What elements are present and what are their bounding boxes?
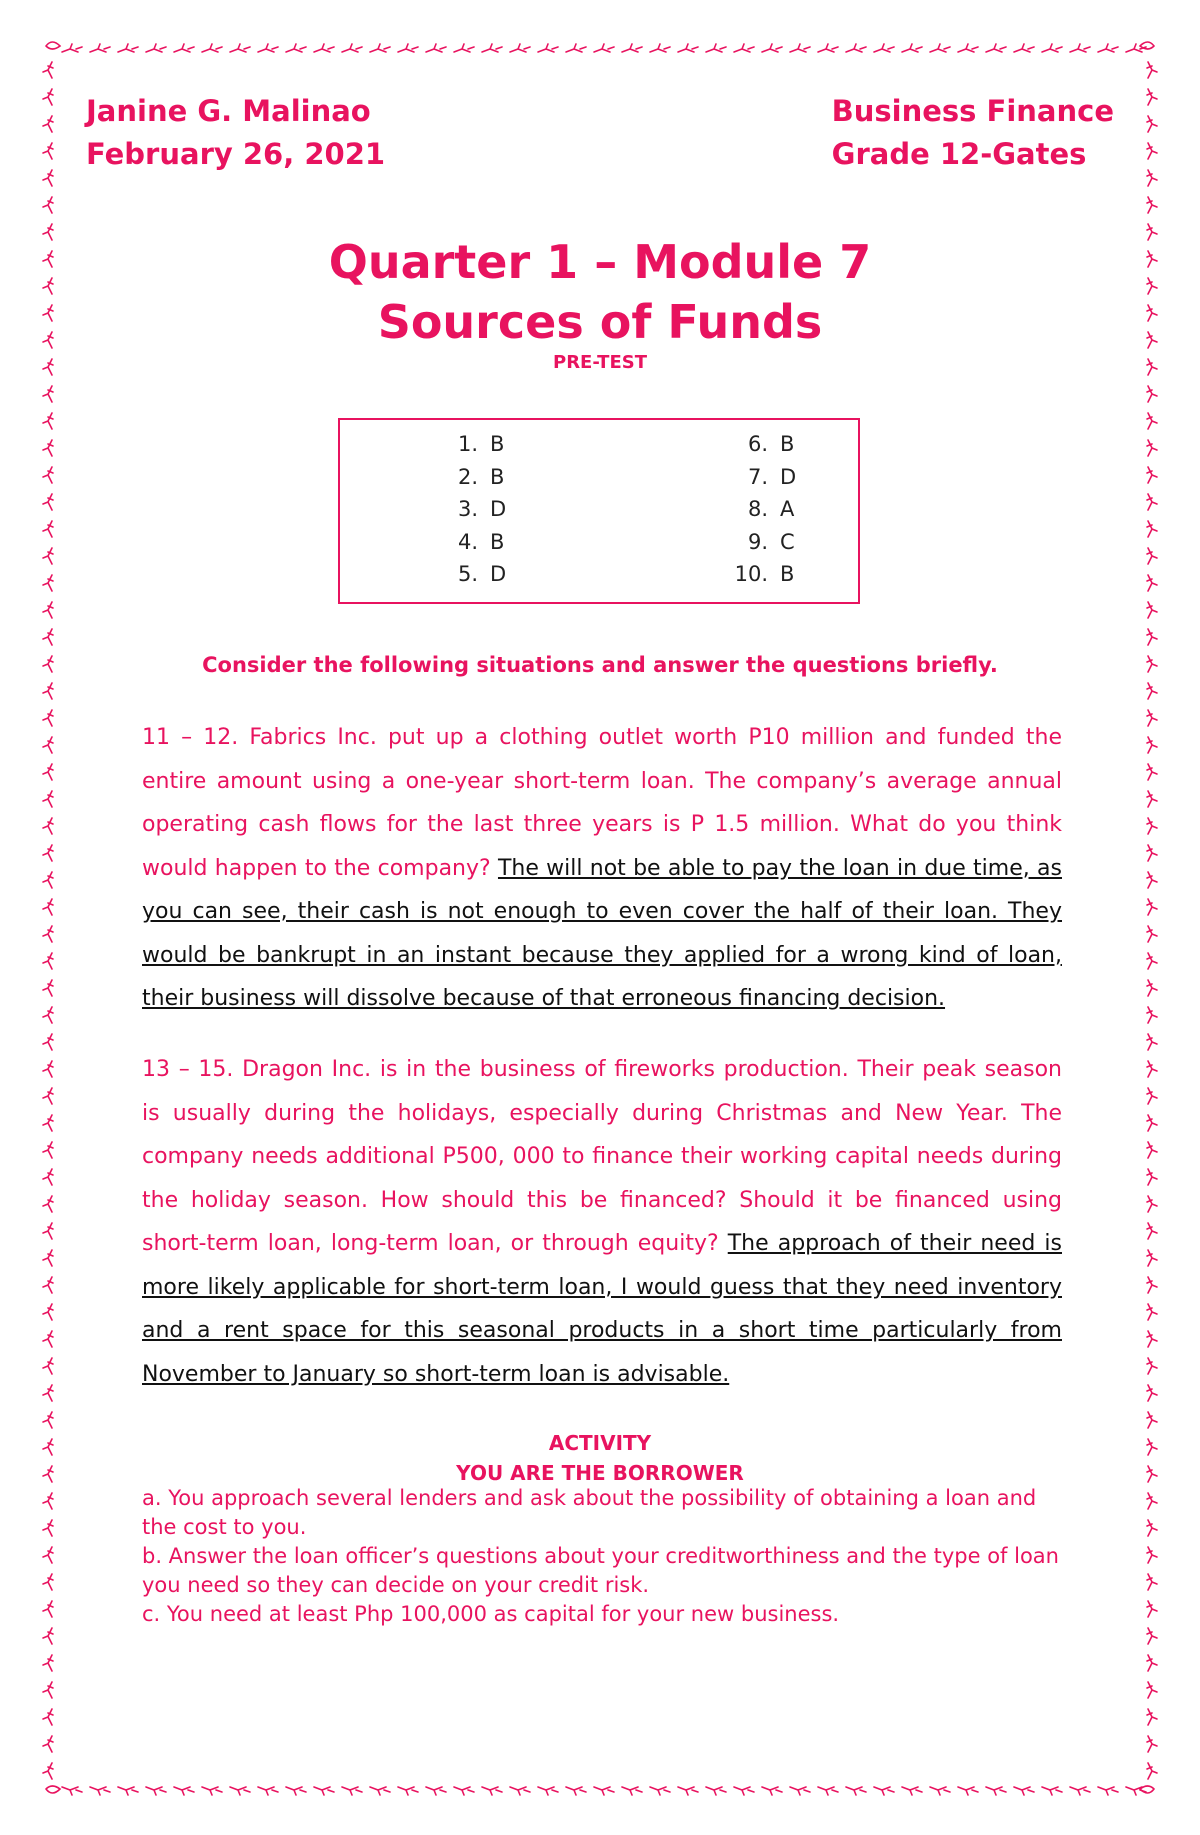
answer-letter: B [490, 464, 505, 489]
answer-item [440, 428, 506, 461]
answer-number: 4. [457, 529, 478, 554]
answer-letter: A [780, 497, 795, 521]
title-line-2: Sources of Funds [377, 295, 823, 349]
situation-13-15 [142, 1048, 1062, 1396]
title-line-1: Quarter 1 – Module 7 [328, 235, 872, 289]
answer-letter: B [780, 432, 795, 456]
answer-column-right [730, 428, 796, 591]
student-info [86, 90, 385, 176]
activity-item-a: a. You approach several lenders and ask about the possibility of obtaining a loan and the cost to you. [142, 1486, 1037, 1539]
answer-item [730, 461, 796, 494]
situation-11-12 [142, 716, 1062, 1021]
answer-number: 10. [734, 562, 768, 586]
answer-number: 2. [457, 464, 478, 489]
answer-letter: C [780, 529, 795, 554]
answer-letter: B [490, 432, 505, 456]
answer-letter: D [490, 497, 507, 521]
answer-item [730, 526, 796, 559]
answer-letter: B [780, 562, 795, 586]
subject-name: Business Finance [831, 94, 1114, 128]
activity-heading [0, 1428, 1200, 1488]
instruction-text: Consider the following situations and answer the questions briefly. [202, 653, 998, 677]
answer-item [730, 428, 796, 461]
page-title [0, 232, 1200, 352]
answer-item [440, 558, 506, 591]
activity-subtitle: YOU ARE THE BORROWER [456, 1461, 744, 1485]
answer-item [730, 493, 796, 526]
answer-item [730, 558, 796, 591]
answer-number: 1. [457, 432, 478, 456]
pretest-answer-box [338, 418, 860, 604]
situation-answer: The will not be able to pay the loan in due time, as you can see, their cash is not enough to even cover the half of their loan. They would be bankrupt in an instant because they applied for a wrong kind of loan, their business will dissolve because of that erroneous financing decision. [142, 855, 1062, 1011]
situation-answer: The approach of their need is more likely applicable for short-term loan, I would guess that they need inventory and a rent space for this seasonal products in a short time particularly from November to January so short-term loan is advisable. [142, 1231, 1062, 1387]
answer-item [440, 461, 506, 494]
answer-number: 6. [747, 432, 768, 456]
activity-item-c: c. You need at least Php 100,000 as capital for your new business. [142, 1602, 840, 1626]
answer-number: 9. [747, 529, 768, 554]
answer-number: 8. [747, 497, 768, 521]
activity-title: ACTIVITY [548, 1431, 652, 1455]
student-name: Janine G. Malinao [86, 94, 371, 128]
situation-question: 13 – 15. Dragon Inc. is in the business of fireworks production. Their peak season is usually during the holidays, especially during Christmas and New Year. The company needs additional P500, 000 to finance their working capital needs during the holiday season. How should this be financed? Should it be financed using short-term loan, long-term loan, or through equity? [142, 1057, 1062, 1256]
course-info [832, 90, 1114, 176]
pretest-label: PRE-TEST [553, 352, 647, 373]
answer-number: 3. [457, 497, 478, 521]
answer-letter: D [780, 464, 797, 489]
answer-column-left [440, 428, 506, 591]
answer-item [440, 493, 506, 526]
answer-letter: D [490, 562, 507, 586]
answer-letter: B [490, 529, 505, 554]
situation-question: 11 – 12. Fabrics Inc. put up a clothing outlet worth P10 million and funded the entire amount using a one-year short-term loan. The company’s average annual operating cash flows for the last three years is P 1.5 million. What do you think would happen to the company? [142, 725, 1062, 881]
grade-section: Grade 12-Gates [831, 137, 1087, 171]
answer-number: 5. [457, 562, 478, 586]
activity-item-b: b. Answer the loan officer’s questions about your creditworthiness and the type of loan you need so they can decide on your credit risk. [142, 1544, 1059, 1597]
submission-date: February 26, 2021 [86, 137, 386, 171]
answer-item [440, 526, 506, 559]
activity-list [142, 1484, 1062, 1629]
answer-number: 7. [747, 464, 768, 489]
